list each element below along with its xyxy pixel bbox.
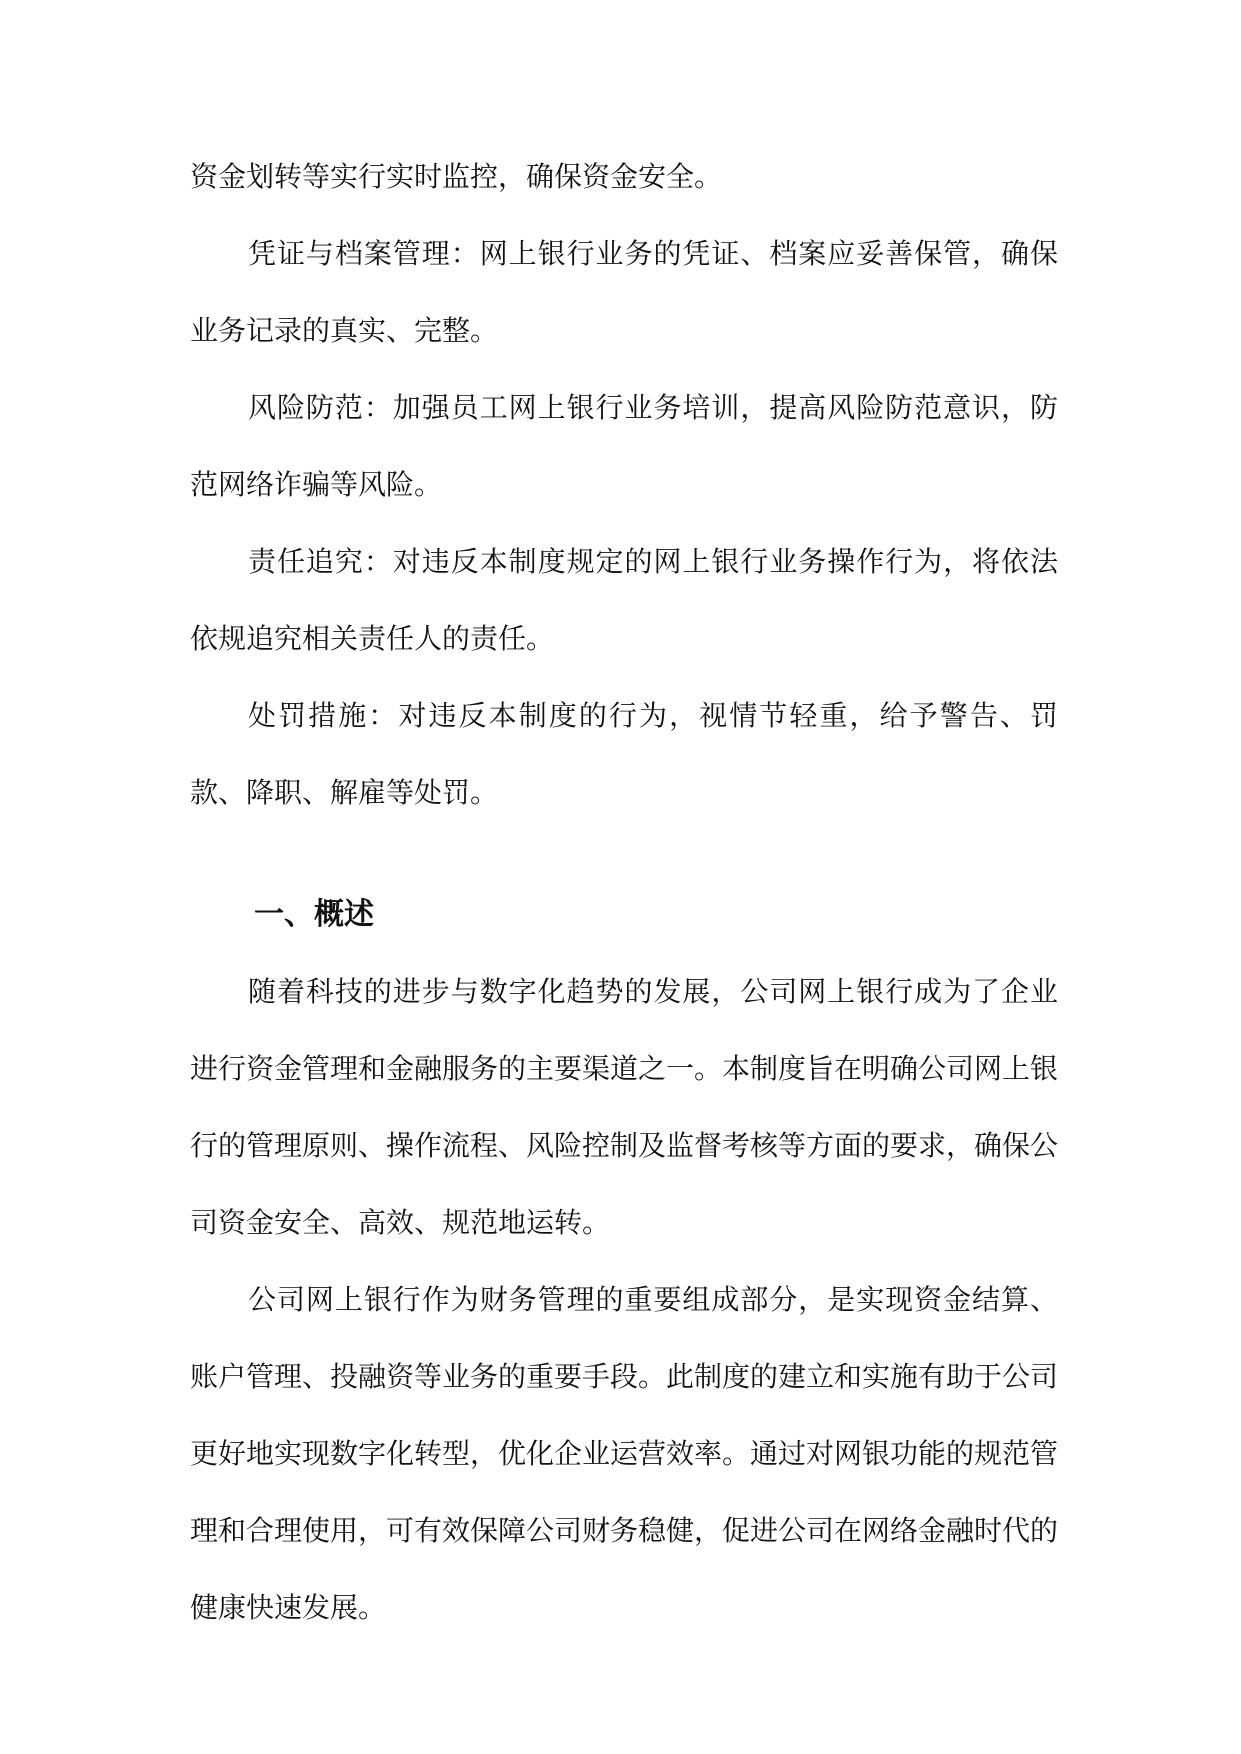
section-heading-overview: 一、概述: [254, 897, 374, 932]
paragraph-risk-prevention: 风险防范：加强员工网上银行业务培训，提高风险防范意识，防范网络诈骗等风险。: [190, 391, 1058, 501]
document-body: [190, 138, 1058, 1646]
paragraph-continuation: 资金划转等实行实时监控，确保资金安全。: [190, 160, 723, 193]
paragraph-voucher-archive: 凭证与档案管理：网上银行业务的凭证、档案应妥善保管，确保业务记录的真实、完整。: [190, 237, 1058, 347]
paragraph-overview-1: 随着科技的进步与数字化趋势的发展，公司网上银行成为了企业进行资金管理和金融服务的主要渠道之一。本制度旨在明确公司网上银行的管理原则、操作流程、风险控制及监督考核等方面的要求，确保公司资金安全、高效、规范地运转。: [190, 975, 1059, 1239]
paragraph-penalties: 处罚措施：对违反本制度的行为，视情节轻重，给予警告、罚款、降职、解雇等处罚。: [190, 699, 1058, 809]
paragraph-accountability: 责任追究：对违反本制度规定的网上银行业务操作行为，将依法依规追究相关责任人的责任。: [190, 545, 1058, 655]
paragraph-overview-2: 公司网上银行作为财务管理的重要组成部分，是实现资金结算、账户管理、投融资等业务的重要手段。此制度的建立和实施有助于公司更好地实现数字化转型，优化企业运营效率。通过对网银功能的规范管理和合理使用，可有效保障公司财务稳健，促进公司在网络金融时代的健康快速发展。: [190, 1283, 1059, 1624]
